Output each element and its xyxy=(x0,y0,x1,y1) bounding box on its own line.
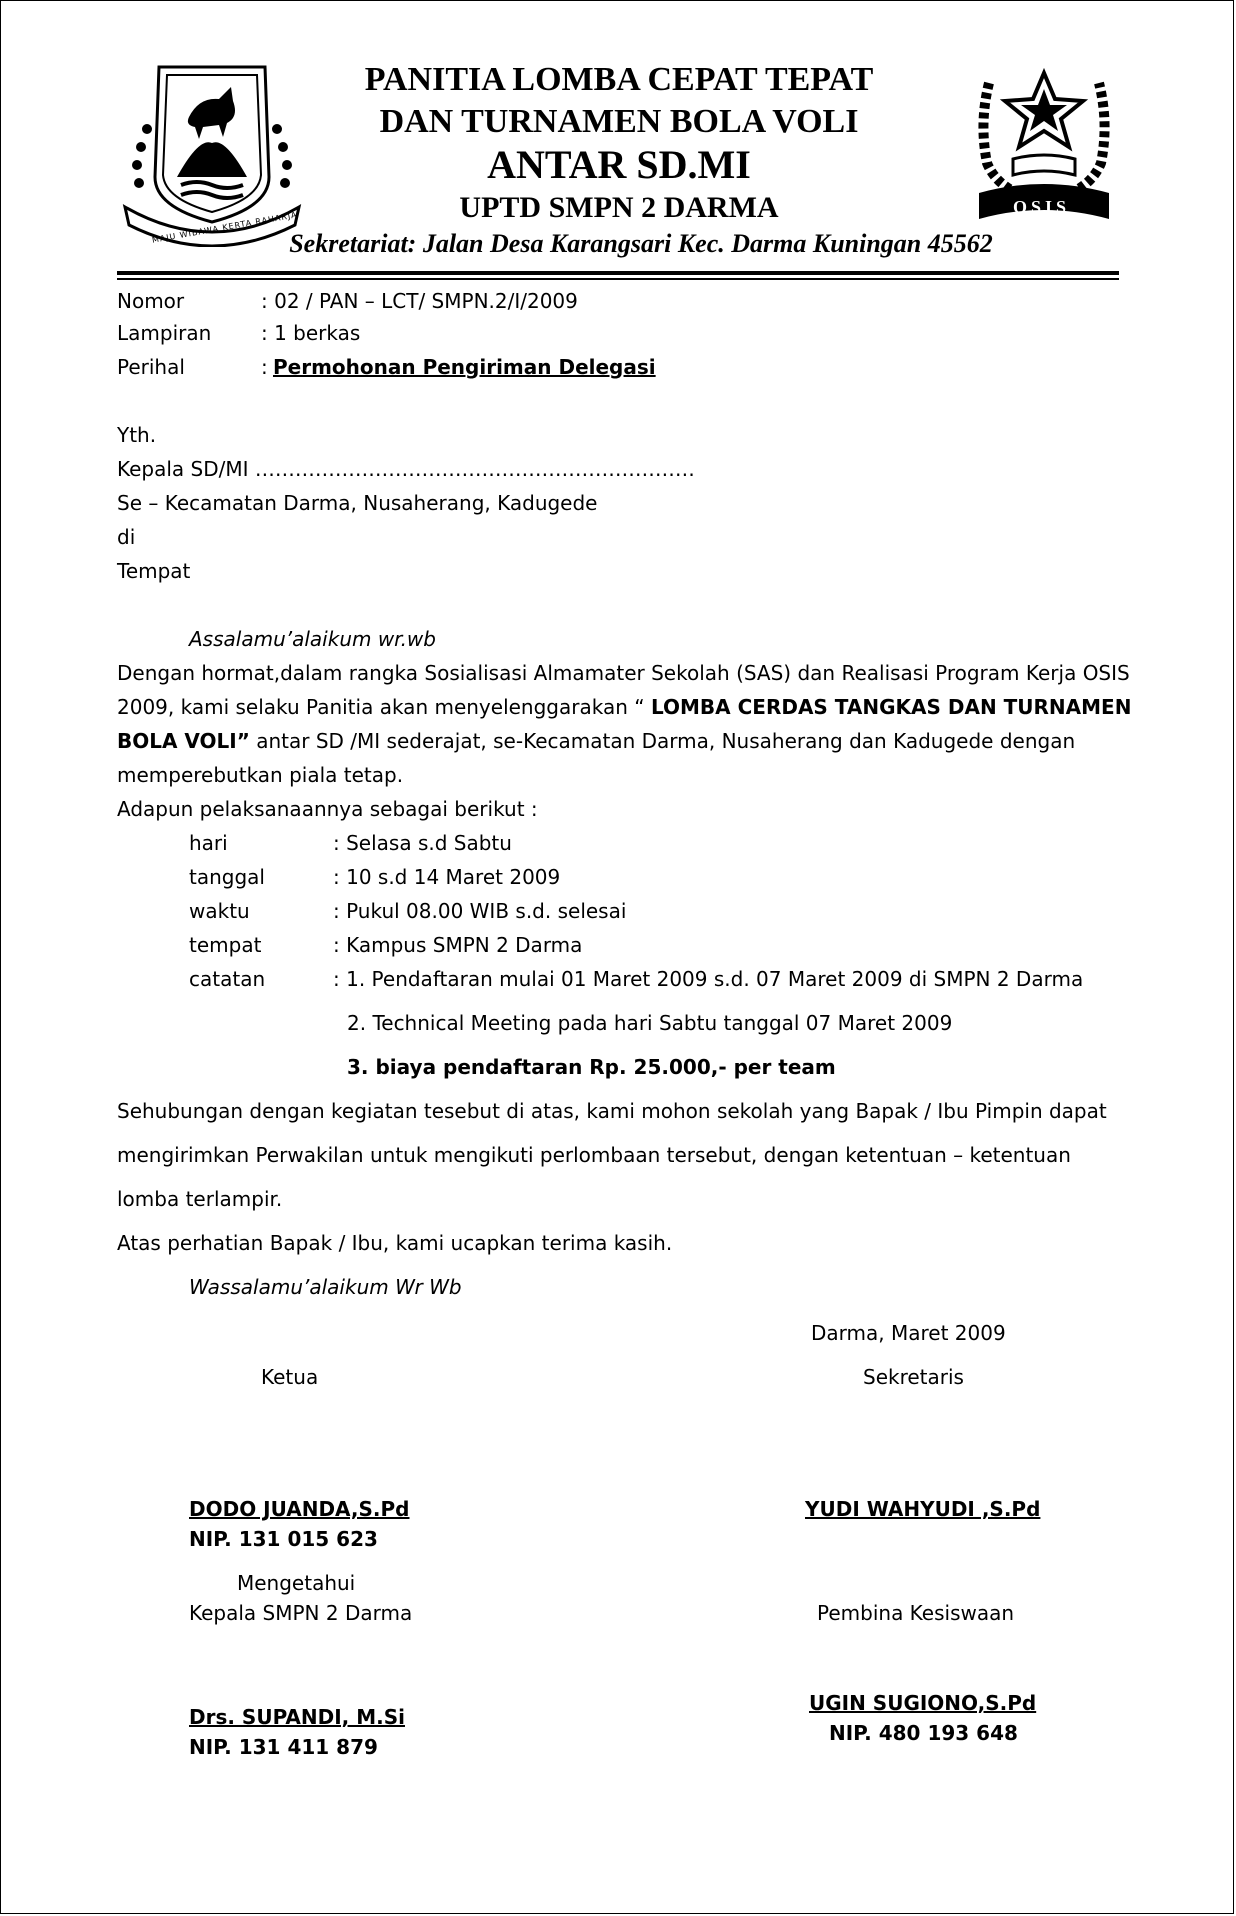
pembina-title: Pembina Kesiswaan xyxy=(817,1601,1015,1625)
paragraph-1-line-2 xyxy=(117,695,1131,719)
paragraph-3-line-3: lomba terlampir. xyxy=(117,1187,283,1211)
header-line-3: ANTAR SD.MI xyxy=(487,142,751,187)
mengetahui: Mengetahui xyxy=(237,1571,356,1595)
note-3: 3. biaya pendaftaran Rp. 25.000,- per team xyxy=(347,1055,836,1079)
pembina-name: UGIN SUGIONO,S.Pd xyxy=(809,1691,1037,1715)
paragraph-1-line-2-a: 2009, kami selaku Panitia akan menyelenggarakan “ xyxy=(117,695,651,719)
detail-label-hari: hari xyxy=(189,831,228,855)
paragraph-1-line-1: Dengan hormat,dalam rangka Sosialisasi Almamater Sekolah (SAS) dan Realisasi Program Kerja OSIS xyxy=(117,661,1130,685)
recipient-kepala: Kepala SD/MI ………………………………………………………… xyxy=(117,457,695,481)
meta-value-nomor: : 02 / PAN – LCT/ SMPN.2/I/2009 xyxy=(261,289,578,313)
osis-logo-text: OSIS xyxy=(1013,197,1071,217)
paragraph-2: Adapun pelaksanaannya sebagai berikut : xyxy=(117,797,538,821)
meta-label-nomor: Nomor xyxy=(117,289,185,313)
recipient-di: di xyxy=(117,525,136,549)
detail-label-catatan: catatan xyxy=(189,967,266,991)
header-line-4: UPTD SMPN 2 DARMA xyxy=(459,191,779,224)
recipient-tempat: Tempat xyxy=(117,559,191,583)
paragraph-1-line-3 xyxy=(117,729,1075,753)
kepala-title: Kepala SMPN 2 Darma xyxy=(189,1601,413,1625)
sekretaris-name: YUDI WAHYUDI ,S.Pd xyxy=(805,1497,1041,1521)
detail-value-waktu: : Pukul 08.00 WIB s.d. selesai xyxy=(333,899,627,923)
meta-value-perihal: Permohonan Pengiriman Delegasi xyxy=(273,355,656,379)
greeting: Assalamu’alaikum wr.wb xyxy=(189,627,436,651)
detail-label-tanggal: tanggal xyxy=(189,865,265,889)
header-line-1: PANITIA LOMBA CEPAT TEPAT xyxy=(364,61,874,98)
meta-label-lampiran: Lampiran xyxy=(117,321,212,345)
pembina-nip: NIP. 480 193 648 xyxy=(829,1721,1018,1745)
paragraph-4: Atas perhatian Bapak / Ibu, kami ucapkan terima kasih. xyxy=(117,1231,673,1255)
place-date: Darma, Maret 2009 xyxy=(811,1321,1006,1345)
meta-value-lampiran: : 1 berkas xyxy=(261,321,361,345)
kepala-name: Drs. SUPANDI, M.Si xyxy=(189,1705,405,1729)
event-title-part-1: LOMBA CERDAS TANGKAS DAN TURNAMEN xyxy=(650,695,1132,719)
meta-label-perihal: Perihal xyxy=(117,355,185,379)
paragraph-1-line-4: memperebutkan piala tetap. xyxy=(117,763,404,787)
detail-label-tempat: tempat xyxy=(189,933,262,957)
closing: Wassalamu’alaikum Wr Wb xyxy=(189,1275,462,1299)
header-rule-thick xyxy=(117,271,1119,275)
paragraph-3-line-1: Sehubungan dengan kegiatan tesebut di atas, kami mohon sekolah yang Bapak / Ibu Pimpin dapat xyxy=(117,1099,1107,1123)
header-rule-thin xyxy=(117,278,1119,280)
ketua-name: DODO JUANDA,S.Pd xyxy=(189,1497,410,1521)
header-line-2: DAN TURNAMEN BOLA VOLI xyxy=(379,103,859,140)
detail-value-catatan: : 1. Pendaftaran mulai 01 Maret 2009 s.d. 07 Maret 2009 di SMPN 2 Darma xyxy=(333,967,1084,991)
detail-value-tempat: : Kampus SMPN 2 Darma xyxy=(333,933,583,957)
left-logo-motto: MAJU WIBAWA KERTA RAHARJA xyxy=(151,210,299,245)
meta-colon-perihal: : xyxy=(261,355,268,379)
paragraph-3-line-2: mengirimkan Perwakilan untuk mengikuti perlombaan tersebut, dengan ketentuan – ketentuan xyxy=(117,1143,1071,1167)
header-address: Sekretariat: Jalan Desa Karangsari Kec. Darma Kuningan 45562 xyxy=(289,229,993,258)
detail-value-tanggal: : 10 s.d 14 Maret 2009 xyxy=(333,865,561,889)
sekretaris-title: Sekretaris xyxy=(863,1365,964,1389)
paragraph-1-line-3-b: antar SD /MI sederajat, se-Kecamatan Darma, Nusaherang dan Kadugede dengan xyxy=(249,729,1076,753)
kepala-nip: NIP. 131 411 879 xyxy=(189,1735,378,1759)
detail-label-waktu: waktu xyxy=(189,899,250,923)
recipient-se: Se – Kecamatan Darma, Nusaherang, Kadugede xyxy=(117,491,598,515)
note-2: 2. Technical Meeting pada hari Sabtu tanggal 07 Maret 2009 xyxy=(347,1011,953,1035)
event-title-part-2: BOLA VOLI” xyxy=(117,729,250,753)
recipient-yth: Yth. xyxy=(117,423,157,447)
detail-value-hari: : Selasa s.d Sabtu xyxy=(333,831,512,855)
ketua-nip: NIP. 131 015 623 xyxy=(189,1527,378,1551)
ketua-title: Ketua xyxy=(261,1365,319,1389)
